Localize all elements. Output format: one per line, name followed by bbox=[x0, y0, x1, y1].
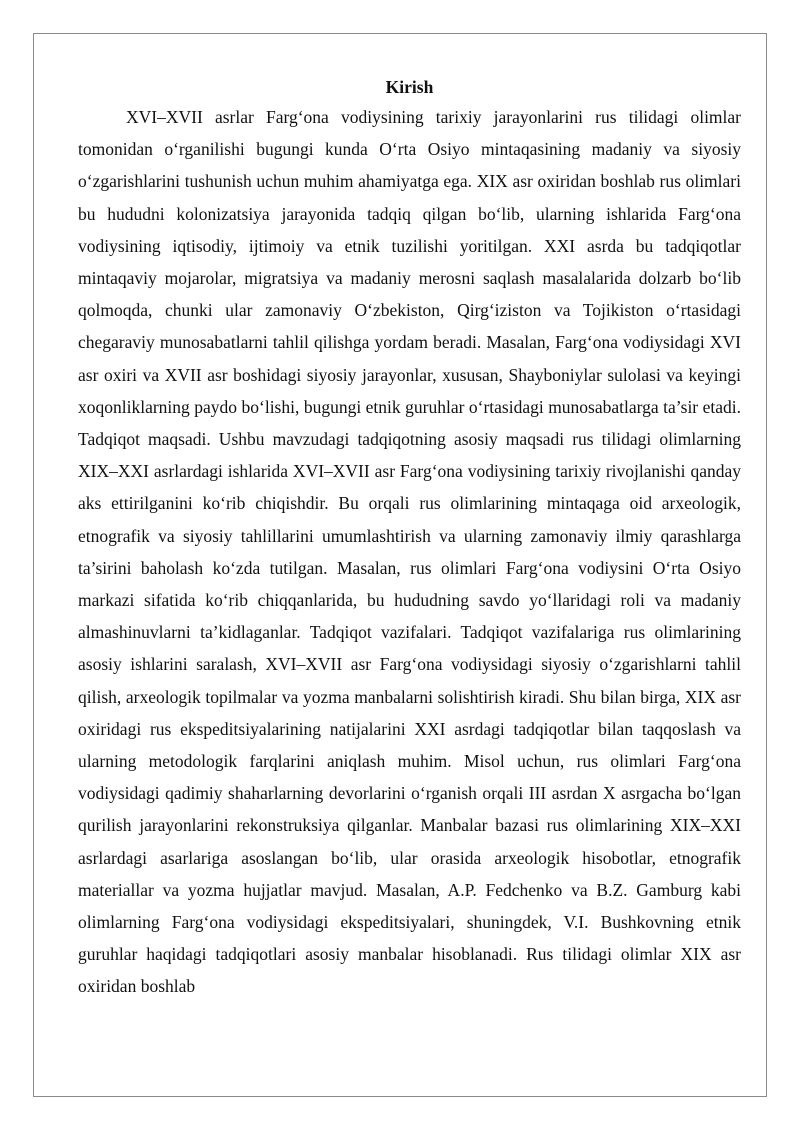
body-paragraph: XVI–XVII asrlar Farg‘ona vodiysining tarixiy jarayonlarini rus tilidagi olimlar tomonidan o‘rganilishi bugungi kunda O‘rta Osiyo mintaqasining madaniy va siyosiy o‘zgarishlarini tushunish uchun muhim ahamiyatga ega. XIX asr oxiridan boshlab rus olimlari bu hududni kolonizatsiya jarayonida tadqiq qilgan bo‘lib, ularning ishlarida Farg‘ona vodiysining iqtisodiy, ijtimoiy va etnik tuzilishi yoritilgan. XXI asrda bu tadqiqotlar mintaqaviy mojarolar, migratsiya va madaniy merosni saqlash masalalarida dolzarb bo‘lib qolmoqda, chunki ular zamonaviy O‘zbekiston, Qirg‘iziston va Tojikiston o‘rtasidagi chegaraviy munosabatlarni tahlil qilishga yordam beradi. Masalan, Farg‘ona vodiysidagi XVI asr oxiri va XVII asr boshidagi siyosiy jarayonlar, xususan, Shayboniylar sulolasi va keyingi xoqonliklarning paydo bo‘lishi, bugungi etnik guruhlar o‘rtasidagi munosabatlarga ta’sir etadi. Tadqiqot maqsadi. Ushbu mavzudagi tadqiqotning asosiy maqsadi rus tilidagi olimlarning XIX–XXI asrlardagi ishlarida XVI–XVII asr Farg‘ona vodiysining tarixiy rivojlanishi qanday aks ettirilganini ko‘rib chiqishdir. Bu orqali rus olimlarining mintaqaga oid arxeologik, etnografik va siyosiy tahlillarini umumlashtirish va ularning zamonaviy ilmiy qarashlarga ta’sirini baholash ko‘zda tutilgan. Masalan, rus olimlari Farg‘ona vodiysini O‘rta Osiyo markazi sifatida ko‘rib chiqqanlarida, bu hududning savdo yo‘llaridagi roli va madaniy almashinuvlarni ta’kidlaganlar. Tadqiqot vazifalari. Tadqiqot vazifalariga rus olimlarining asosiy ishlarini saralash, XVI–XVII asr Farg‘ona vodiysidagi siyosiy o‘zgarishlarni tahlil qilish, arxeologik topilmalar va yozma manbalarni solishtirish kiradi. Shu bilan birga, XIX asr oxiridagi rus ekspeditsiyalarining natijalarini XXI asrdagi tadqiqotlar bilan taqqoslash va ularning metodologik farqlarini aniqlash muhim. Misol uchun, rus olimlari Farg‘ona vodiysidagi qadimiy shaharlarning devorlarini o‘rganish orqali III asrdan X asrgacha bo‘lgan qurilish jarayonlarini rekonstruksiya qilganlar. Manbalar bazasi rus olimlarining XIX–XXI asrlardagi asarlariga asoslangan bo‘lib, ular orasida arxeologik hisobotlar, etnografik materiallar va yozma hujjatlar mavjud. Masalan, A.P. Fedchenko va B.Z. Gamburg kabi olimlarning Farg‘ona vodiysidagi ekspeditsiyalari, shuningdek, V.I. Bushkovning etnik guruhlar haqidagi tadqiqotlari asosiy manbalar hisoblanadi. Rus tilidagi olimlar XIX asr oxiridan boshlab bbox=[78, 107, 741, 997]
document-title: Kirish bbox=[385, 77, 434, 97]
document-body bbox=[78, 73, 741, 1003]
